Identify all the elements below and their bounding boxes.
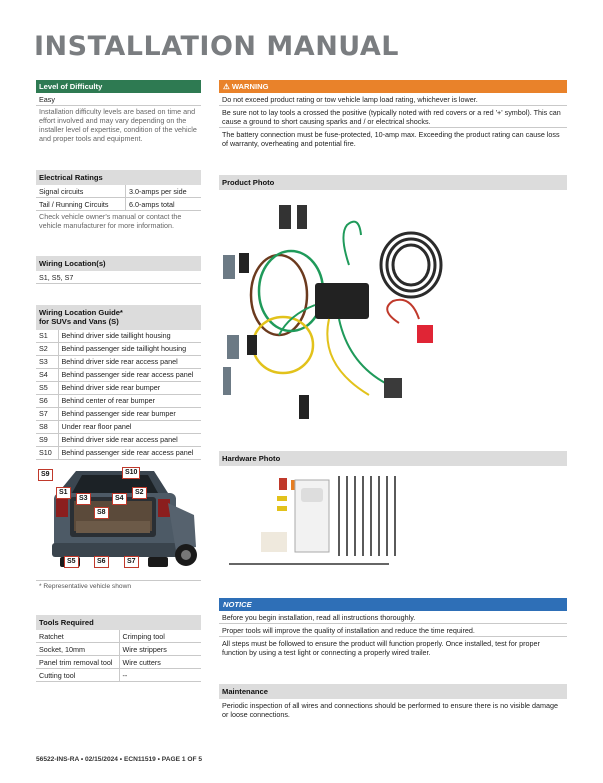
- table-row: [36, 330, 201, 343]
- table-row: [36, 342, 201, 355]
- electrical-section: [36, 170, 201, 231]
- table-cell: 6.0-amps total: [126, 198, 201, 211]
- product-photo: [219, 195, 567, 435]
- table-cell: S5: [36, 381, 58, 394]
- location-badge-s7: S7: [124, 556, 139, 568]
- warning-item: Do not exceed product rating or tow vehicle lamp load rating, whichever is lower.: [219, 93, 567, 106]
- warning-triangle-icon: ⚠: [223, 82, 230, 91]
- maintenance-text: Periodic inspection of all wires and connections should be performed to ensure there is no visible damage or loose connections.: [222, 701, 559, 720]
- notice-header: NOTICE: [219, 598, 567, 611]
- notice-section: [219, 598, 567, 658]
- location-badge-s10: S10: [122, 467, 140, 479]
- location-badge-s8: S8: [94, 507, 109, 519]
- maintenance-header: Maintenance: [219, 684, 567, 699]
- table-cell: S10: [36, 446, 58, 459]
- table-row: [36, 368, 201, 381]
- document-footer: 56522-INS-RA • 02/15/2024 • ECN11519 • PAGE 1 OF 5: [36, 756, 202, 763]
- notice-item: Proper tools will improve the quality of installation and reduce the time required.: [219, 624, 567, 637]
- location-badge-s9: S9: [38, 469, 53, 481]
- suv-rear-image: [36, 463, 201, 578]
- location-badge-s3: S3: [76, 493, 91, 505]
- table-cell: Signal circuits: [36, 185, 126, 198]
- table-cell: Crimping tool: [119, 630, 201, 643]
- guide-header-line1: Wiring Location Guide*: [39, 308, 123, 317]
- location-badge-s2: S2: [132, 487, 147, 499]
- table-row: [36, 381, 201, 394]
- table-cell: Behind passenger side rear access panel: [58, 368, 201, 381]
- hardware-photo: [219, 470, 567, 580]
- difficulty-section: [36, 80, 201, 144]
- table-cell: 3.0-amps per side: [126, 185, 201, 198]
- product-photo-section: [219, 175, 567, 190]
- table-cell: Wire cutters: [119, 656, 201, 669]
- warning-header-label: WARNING: [231, 82, 269, 91]
- table-row: [36, 643, 201, 656]
- table-cell: S1: [36, 330, 58, 343]
- table-cell: Behind driver side rear bumper: [58, 381, 201, 394]
- table-cell: S2: [36, 342, 58, 355]
- guide-header: [36, 305, 201, 330]
- vehicle-illustration: [36, 463, 201, 578]
- wiring-location-section: [36, 256, 201, 284]
- tools-section: [36, 615, 201, 682]
- vehicle-caption-block: [36, 580, 201, 593]
- warning-header: [219, 80, 567, 93]
- location-badge-s5: S5: [64, 556, 79, 568]
- table-cell: --: [119, 669, 201, 682]
- table-row: [36, 446, 201, 459]
- table-row: [36, 433, 201, 446]
- wiring-location-value: S1, S5, S7: [36, 271, 201, 284]
- table-row: [36, 420, 201, 433]
- wiring-harness-image: [219, 195, 567, 435]
- table-row: [36, 669, 201, 682]
- warning-item: The battery connection must be fuse-protected, 10-amp max. Exceeding the product rating can cause loss of warranty, overheating and potential fire.: [222, 129, 560, 148]
- product-photo-header: Product Photo: [219, 175, 567, 190]
- location-badge-s1: S1: [56, 487, 71, 499]
- table-row: [36, 198, 201, 211]
- wiring-location-header: Wiring Location(s): [36, 256, 201, 271]
- table-cell: Wire strippers: [119, 643, 201, 656]
- notice-item: All steps must be followed to ensure the product will function properly. Once installed, test for proper function by using a test light or connecting a properly wired trailer.: [222, 638, 540, 657]
- maintenance-section: [219, 684, 567, 721]
- table-cell: S6: [36, 394, 58, 407]
- table-row: [36, 630, 201, 643]
- table-cell: Ratchet: [36, 630, 119, 643]
- table-cell: Behind driver side rear access panel: [58, 433, 201, 446]
- vehicle-caption: * Representative vehicle shown: [36, 580, 201, 593]
- difficulty-header: Level of Difficulty: [36, 80, 201, 93]
- table-cell: Behind driver side rear access panel: [58, 355, 201, 368]
- table-row: [36, 407, 201, 420]
- tools-header: Tools Required: [36, 615, 201, 630]
- table-cell: Tail / Running Circuits: [36, 198, 126, 211]
- location-badge-s6: S6: [94, 556, 109, 568]
- table-cell: Behind passenger side rear bumper: [58, 407, 201, 420]
- table-cell: Panel trim removal tool: [36, 656, 119, 669]
- table-row: [36, 656, 201, 669]
- table-cell: S8: [36, 420, 58, 433]
- hardware-kit-image: [219, 470, 567, 580]
- table-cell: S7: [36, 407, 58, 420]
- electrical-table: [36, 185, 201, 211]
- tools-table: [36, 630, 201, 682]
- guide-section: [36, 305, 201, 460]
- warning-section: [219, 80, 567, 149]
- hardware-photo-section: [219, 451, 567, 466]
- page-title: INSTALLATION MANUAL: [34, 31, 399, 62]
- difficulty-note: Installation difficulty levels are based on time and effort involved and may vary depending on the installer level of expertise, condition of the vehicle and proper tools and equipment.: [39, 107, 197, 144]
- notice-item: Before you begin installation, read all instructions thoroughly.: [219, 611, 567, 624]
- table-cell: Socket, 10mm: [36, 643, 119, 656]
- table-cell: Behind center of rear bumper: [58, 394, 201, 407]
- difficulty-level: Easy: [36, 93, 201, 106]
- electrical-note: Check vehicle owner's manual or contact the vehicle manufacturer for more information.: [39, 212, 182, 231]
- table-cell: S4: [36, 368, 58, 381]
- guide-header-line2: for SUVs and Vans (S): [39, 317, 119, 327]
- location-badge-s4: S4: [112, 493, 127, 505]
- electrical-header: Electrical Ratings: [36, 170, 201, 185]
- table-cell: Behind passenger side taillight housing: [58, 342, 201, 355]
- hardware-photo-header: Hardware Photo: [219, 451, 567, 466]
- table-cell: Under rear floor panel: [58, 420, 201, 433]
- guide-table: [36, 330, 201, 460]
- warning-item: Be sure not to lay tools a crossed the positive (typically noted with red covers or a red '+' symbol). This can cause a ground to short causing sparks and / or electrical shocks.: [219, 106, 567, 128]
- table-cell: Behind passenger side rear access panel: [58, 446, 201, 459]
- table-row: [36, 394, 201, 407]
- table-cell: Behind driver side taillight housing: [58, 330, 201, 343]
- table-cell: S3: [36, 355, 58, 368]
- table-cell: S9: [36, 433, 58, 446]
- table-row: [36, 355, 201, 368]
- table-cell: Cutting tool: [36, 669, 119, 682]
- table-row: [36, 185, 201, 198]
